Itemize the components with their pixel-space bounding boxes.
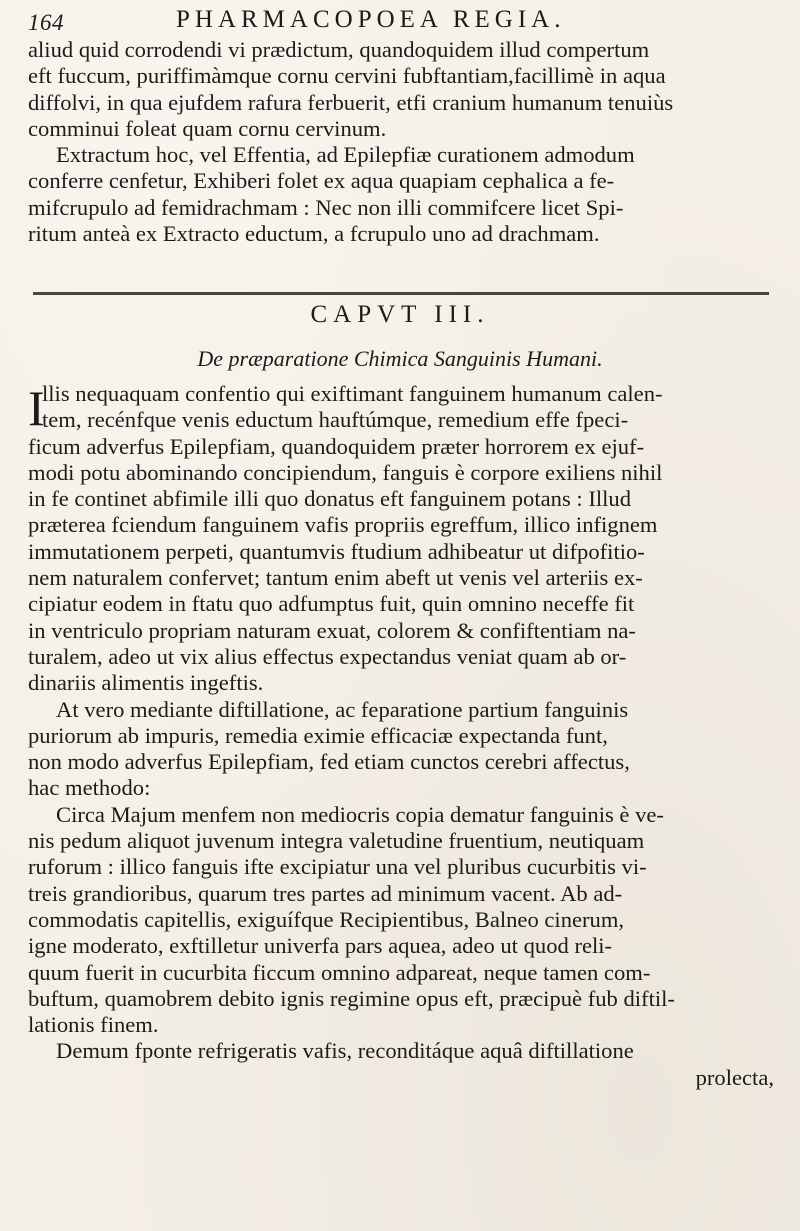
text-line: ficum adverfus Epilepfiam, quandoquidem præter horrorem ex ejuf- <box>28 433 645 459</box>
text-line: immutationem perpeti, quantumvis ftudium adhibeatur ut difpofitio- <box>28 538 645 564</box>
intro-text-block <box>28 37 778 247</box>
text-line: igne moderato, exftilletur univerfa pars aquea, adeo ut quod reli- <box>28 933 613 959</box>
text-line: nem naturalem confervet; tantum enim abeft ut venis vel arteriis ex- <box>28 565 643 591</box>
text-line: aliud quid corrodendi vi prædictum, quandoquidem illud compertum <box>28 37 650 62</box>
text-line: buftum, quamobrem debito ignis regimine opus eft, præcipuè fub diftil- <box>28 985 675 1011</box>
text-line: Extractum hoc, vel Effentia, ad Epilepfiæ curationem admodum <box>56 142 635 168</box>
text-line: quum fuerit in cucurbita ficcum omnino adpareat, neque tamen com- <box>28 959 651 985</box>
text-line: turalem, adeo ut vix alius effectus expectandus veniat quam ab or- <box>28 643 627 669</box>
chapter-subtitle: De præparatione Chimica Sanguinis Humani. <box>197 346 603 371</box>
text-line: conferre cenfetur, Exhiberi folet ex aqua quapiam cephalica a fe- <box>28 168 615 194</box>
text-line: commodatis capitellis, exiguífque Recipientibus, Balneo cinerum, <box>28 906 625 932</box>
running-head <box>28 6 778 40</box>
text-line: dinariis alimentis ingeftis. <box>28 670 264 696</box>
text-line: eft fuccum, puriffimàmque cornu cervini fubftantiam,facillimè in aqua <box>28 63 666 89</box>
text-line-content: llis nequaquam confentio qui exiftimant fanguinem humanum calen- <box>42 381 663 406</box>
text-line: diffolvi, in qua ejufdem rafura ferbuerit, etfi cranium humanum tenuiùs <box>28 89 674 115</box>
text-line: modi potu abominando concipiendum, fanguis è corpore exiliens nihil <box>28 459 663 485</box>
text-line: At vero mediante diftillatione, ac feparatione partium fanguinis <box>56 696 629 722</box>
text-line: ruforum : illico fanguis ifte excipiatur una vel pluribus cucurbitis vi- <box>28 854 647 880</box>
section-divider <box>33 292 769 295</box>
text-line: tem, recénfque venis eductum hauftúmque, remedium effe fpeci- <box>42 407 629 433</box>
text-line: mifcrupulo ad femidrachmam : Nec non illi commifcere licet Spi- <box>28 194 624 220</box>
catchword: prolecta, <box>695 1064 774 1090</box>
text-line: Demum fponte refrigeratis vafis, reconditáque aquâ diftillatione <box>56 1038 634 1064</box>
text-line: lationis finem. <box>28 1012 159 1038</box>
text-line: ritum anteà ex Extracto eductum, a fcrupulo uno ad drachmam. <box>28 221 600 247</box>
text-line: comminui foleat quam cornu cervinum. <box>28 115 387 141</box>
running-title: PHARMACOPOEA REGIA. <box>176 6 566 33</box>
text-line: non modo adverfus Epilepfiam, fed etiam cunctos cerebri affectus, <box>28 749 630 775</box>
text-line: cipiatur eodem in ftatu quo adfumptus fuit, quin omnino neceffe fit <box>28 591 635 617</box>
chapter-text-block <box>28 381 778 1091</box>
text-line: Circa Majum menfem non mediocris copia dematur fanguinis è ve- <box>56 801 664 827</box>
text-line: treis grandioribus, quarum tres partes ad minimum vacent. Ab ad- <box>28 880 623 906</box>
text-line: in ventriculo propriam naturam exuat, colorem & confiftentiam na- <box>28 617 636 643</box>
page-number: 164 <box>28 10 64 35</box>
text-line: nis pedum aliquot juvenum integra valetudine fruentium, neutiquam <box>28 828 645 854</box>
chapter-heading: CAPVT III. <box>310 301 490 328</box>
text-line: puriorum ab impuris, remedia eximie efficaciæ expectanda funt, <box>28 722 608 748</box>
text-line: præterea fciendum fanguinem vafis propriis egreffum, illico infignem <box>28 512 658 538</box>
text-line: hac methodo: <box>28 775 151 801</box>
text-line: in fe continet abfimile illi quo donatus eft fanguinem potans : Illud <box>28 486 631 512</box>
drop-cap: I <box>28 380 45 436</box>
